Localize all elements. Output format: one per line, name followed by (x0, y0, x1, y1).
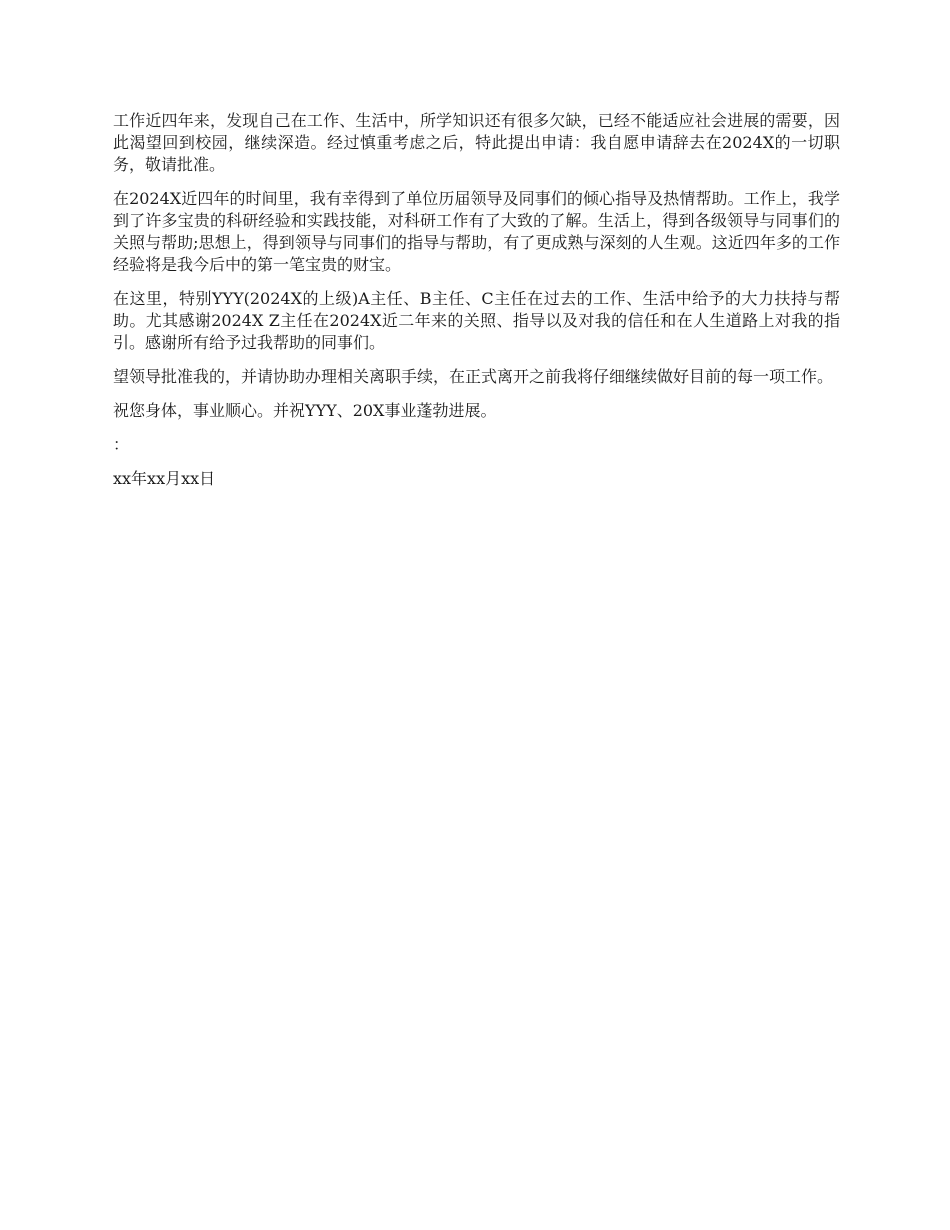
paragraph-wishes: 祝您身体，事业顺心。并祝YYY、20X事业蓬勃进展。 (113, 401, 497, 420)
paragraph-reason: 工作近四年来，发现自己在工作、生活中，所学知识还有很多欠缺，已经不能适应社会进展的需要，因此渴望回到校园，继续深造。经过慎重考虑之后，特此提出申请：我自愿申请辞去在2024X的一切职务，敬请批准。 (113, 111, 840, 174)
date-line: xx年xx月xx日 (113, 469, 216, 488)
paragraph-experience: 在2024X近四年的时间里，我有幸得到了单位历届领导及同事们的倾心指导及热情帮助。工作上，我学到了许多宝贵的科研经验和实践技能，对科研工作有了大致的了解。生活上，得到各级领导与同事们的关照与帮助;思想上，得到领导与同事们的指导与帮助，有了更成熟与深刻的人生观。这近四年多的工作经验将是我今后中的第一笔宝贵的财宝。 (113, 189, 840, 274)
paragraph-request: 望领导批准我的，并请协助办理相关离职手续，在正式离开之前我将仔细继续做好目前的每一项工作。 (113, 367, 834, 386)
paragraph-thanks: 在这里，特别YYY(2024X的上级)A主任、B主任、C主任在过去的工作、生活中给予的大力扶持与帮助。尤其感谢2024X Z主任在2024X近二年来的关照、指导以及对我的信任和在人生道路上对我的指引。感谢所有给予过我帮助的同事们。 (113, 289, 840, 352)
signature-line: ： (113, 435, 130, 454)
document-body (113, 110, 840, 490)
